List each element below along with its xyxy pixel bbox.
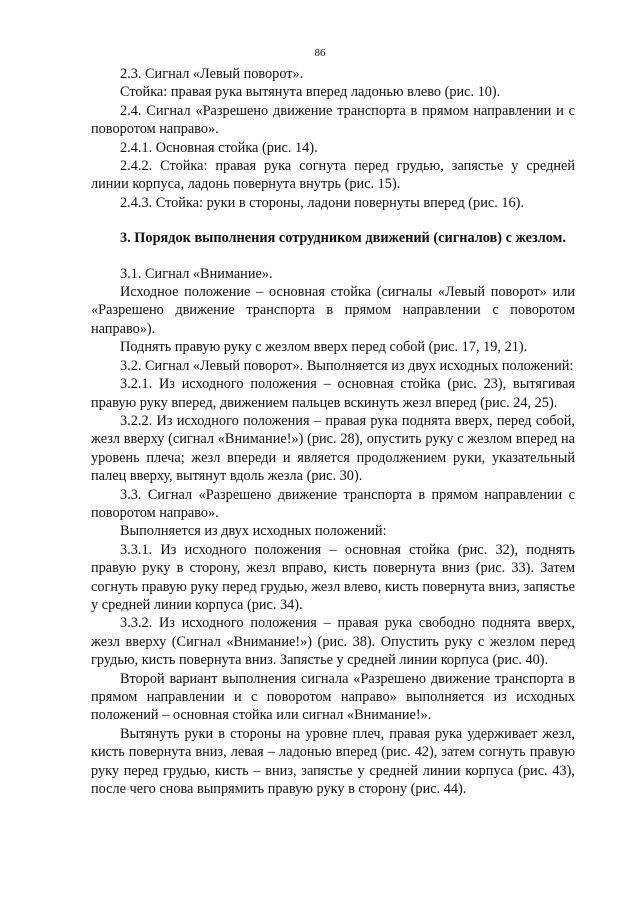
paragraph: 2.4.1. Основная стойка (рис. 14).: [120, 139, 318, 156]
paragraph: Стойка: правая рука вытянута вперед ладонью влево (рис. 10).: [120, 84, 501, 101]
paragraph: Вытянуть руки в стороны на уровне плеч, правая рука удерживает жезл, кисть повернута вниз, левая – ладонью вперед (рис. 42), затем согнуть правую руку перед грудью, кисть – вниз, запястье у средней линии корпуса (рис. 43), после чего снова выпрямить правую руку в сторону (рис. 44).: [91, 725, 575, 798]
paragraph: 3.3. Сигнал «Разрешено движение транспорта в прямом направлении с поворотом направо».: [91, 486, 575, 521]
paragraph: Второй вариант выполнения сигнала «Разрешено движение транспорта в прямом направлении и с поворотом направо» выполняется из исходных положений – основная стойка или сигнал «Внимание!».: [91, 670, 575, 724]
paragraph: 3.1. Сигнал «Внимание».: [120, 265, 273, 282]
paragraph: 3.2. Сигнал «Левый поворот». Выполняется из двух исходных положений:: [120, 357, 574, 374]
paragraph: 2.4.2. Стойка: правая рука согнута перед грудью, запястье у средней линии корпуса, ладонь повернута внутрь (рис. 15).: [91, 158, 575, 193]
paragraph: 2.3. Сигнал «Левый поворот».: [120, 66, 304, 82]
paragraph: Исходное положение – основная стойка (сигналы «Левый поворот» или «Разрешено движение транспорта в прямом направлении с поворотом направо»).: [91, 284, 575, 337]
paragraph: 2.4. Сигнал «Разрешено движение транспорта в прямом направлении и с поворотом направо».: [91, 102, 575, 138]
paragraph: Поднять правую руку с жезлом вверх перед собой (рис. 17, 19, 21).: [120, 339, 528, 356]
section-heading: 3. Порядок выполнения сотрудником движений (сигналов) с жезлом.: [120, 230, 566, 247]
paragraph: 3.2.2. Из исходного положения – правая рука поднята вверх, перед собой, жезл вверху (сигнал «Внимание!») (рис. 28), опустить руку с жезлом вперед на уровень плеча; жезл впереди и является продолжением руки, указательный палец вверху, вытянут вдоль жезла (рис. 30).: [91, 412, 575, 485]
page-number: 86: [314, 47, 326, 59]
paragraph: 2.4.3. Стойка: руки в стороны, ладони повернуты вперед (рис. 16).: [120, 194, 524, 211]
paragraph: Выполняется из двух исходных положений:: [120, 523, 387, 540]
page-body: [91, 65, 575, 798]
paragraph: 3.3.1. Из исходного положения – основная стойка (рис. 32), поднять правую руку в сторону, жезл вправо, кисть повернута вниз (рис. 33). Затем согнуть правую руку перед грудью, жезл влево, кисть повернута вниз, запястье у средней линии корпуса (рис. 34).: [91, 541, 575, 613]
paragraph: 3.3.2. Из исходного положения – правая рука свободно поднята вверх, жезл вверху (Сигнал «Внимание!») (рис. 38). Опустить руку с жезлом перед грудью, кисть повернута вниз. Запястье у средней линии корпуса (рис. 40).: [91, 615, 575, 669]
paragraph: 3.2.1. Из исходного положения – основная стойка (рис. 23), вытягивая правую руку вперед, движением пальцев вскинуть жезл вперед (рис. 24, 25).: [91, 376, 575, 411]
